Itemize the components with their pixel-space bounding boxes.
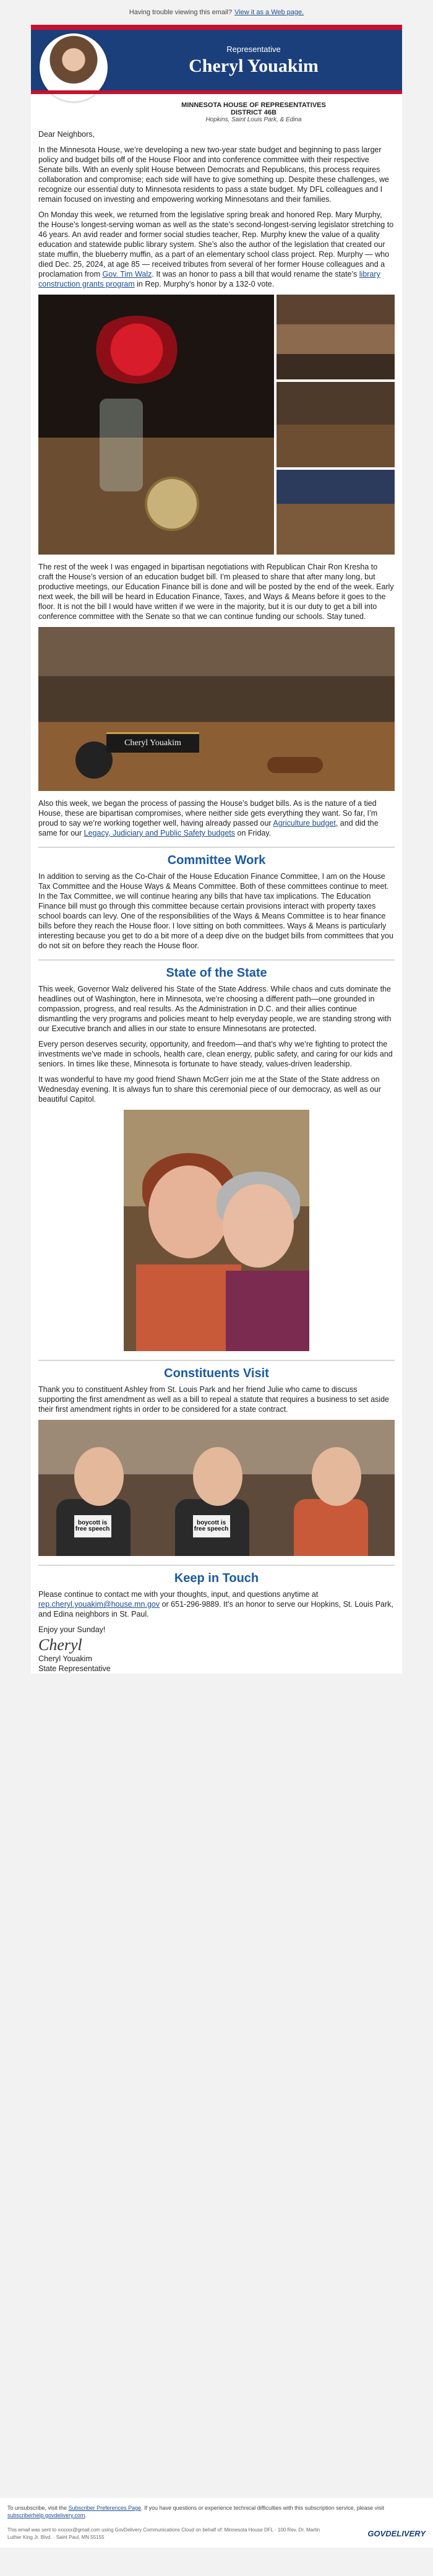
selfie-photo — [124, 1110, 309, 1351]
murphy-text-b: . It was an honor to pass a bill that would rename the state’s — [152, 270, 359, 279]
murphy-text-a: On Monday this week, we returned from the legislative spring break and honored Rep. Mary Murphy, the House’s longest-serving woman as well as the state’s second-longest-serving legislator stretching to 46 years. An avid reader and former social studies teacher, Rep. Murphy knew the value of a quality education and statewide public library system. She’s also the author of the legislation that created our state muffin, the blueberry muffin, as a part of an elementary school class project. Rep. Murphy — who died Dec. 25, 2024, at age 85 — received tributes from several of her former House colleagues and a proclamation from — [38, 210, 394, 279]
banner-title: Cheryl Youakim — [189, 56, 319, 76]
budget-text-b: , and did the same for our — [38, 819, 379, 837]
unsubscribe-text — [7, 2504, 426, 2519]
nameplate: Cheryl Youakim — [106, 732, 199, 753]
budget-paragraph — [38, 798, 395, 838]
web-view-link[interactable]: View it as a Web page. — [234, 9, 304, 16]
footer-bottom — [7, 2526, 426, 2541]
flowers-photo — [38, 295, 274, 555]
greeting: Dear Neighbors, — [38, 130, 95, 139]
intro-paragraph: In the Minnesota House, we’re developing a new two-year state budget and beginning to pass larger policy and budget bills off of the House Floor and into conference committee with their respective Senate bills. With an evenly split House between Democrats and Republicans, this process requires collaboration and compromise; each side will have to give something up. Despite these challenges, we recognize our essential duty to Minnesota residents to pass a state budget. My DFL colleagues and I remain focused on investing and empowering working Minnesotans and their families. — [38, 145, 389, 204]
preheader — [0, 0, 433, 25]
banner-top-stripe — [31, 25, 402, 30]
house-chamber-photo — [277, 470, 395, 555]
closing-line: Enjoy your Sunday! — [38, 1625, 106, 1634]
contact-text-b: or 651-296-9889. It’s an honor to serve our Hopkins, St. Louis Park, and Edina neighbors in St. Paul. — [38, 1600, 393, 1619]
footer-text-a: To unsubscribe, visit the — [7, 2505, 69, 2511]
state-paragraph-1: This week, Governor Walz delivered his State of the State Address. While chaos and cuts dominate the headlines out of Washington, here in Minnesota, we’re choosing a different path—one grounded in compassion, progress, and real results. As the Administration in D.C. and their allies continue dismantling the very programs and policies meant to help everyday people, we are standing strong with our Executive branch and allies in our state to ensure Minnesotans are protected. — [38, 985, 392, 1033]
rep-youakim — [276, 1420, 395, 1556]
subscriber-help-link[interactable]: subscriberhelp.govdelivery.com — [7, 2512, 85, 2518]
email-link[interactable]: rep.cheryl.youakim@house.mn.gov — [38, 1600, 160, 1609]
medallion-shape — [145, 477, 199, 531]
photo-collage — [38, 295, 395, 555]
header-banner — [31, 25, 402, 94]
committee-hearing-photo — [38, 627, 395, 791]
govdelivery-logo[interactable]: GOVDELIVERY — [367, 2529, 426, 2538]
budget-text-a: Also this week, we began the process of passing the House’s budget bills. As is the nature of a tied House, these are bipartisan compromises, where neither side gets everything they want. So far, I’m proud to say we’re working together well, having already passed our — [38, 799, 378, 828]
keep-in-touch-heading: Keep in Touch — [38, 1565, 395, 1583]
district-label: DISTRICT 46B — [231, 109, 277, 116]
rose-shape — [90, 316, 183, 384]
pin-center: boycott is free speech — [193, 1515, 230, 1537]
constituent-julie — [157, 1420, 276, 1556]
constituents-heading: Constituents Visit — [38, 1360, 395, 1378]
email-footer — [0, 2498, 433, 2548]
subscriber-preferences-link[interactable]: Subscriber Preferences Page — [68, 2505, 142, 2511]
contact-paragraph — [38, 1589, 395, 1619]
constituent-ashley — [38, 1420, 157, 1556]
constituents-photo — [38, 1420, 395, 1556]
vase-shape — [100, 399, 143, 491]
person-2-shirt — [226, 1271, 309, 1351]
library-grants-link[interactable]: library construction grants program — [38, 270, 380, 288]
murphy-paragraph — [38, 210, 395, 289]
pin-left: boycott is free speech — [74, 1515, 111, 1537]
gavel-shape — [267, 757, 323, 773]
towns-label: Hopkins, Saint Louis Park, & Edina — [205, 116, 302, 123]
gov-walz-link[interactable]: Gov. Tim Walz — [102, 270, 152, 279]
state-heading: State of the State — [38, 959, 395, 978]
signer-name: Cheryl Youakim — [38, 1654, 92, 1663]
desk-photo — [277, 382, 395, 467]
committee-paragraph: In addition to serving as the Co-Chair of the House Education Finance Committee, I am on the House Tax Committee and the House Ways & Means Committee. Both of these committees continue to meet. In the Tax Committee, we will continue hearing any bills that have tax implications. The Education Finance bill must go through this committee because certain provisions interact with property taxes school boards can levy. One of the responsibilities of the Ways & Means Committee is to hear finance bills before they reach the House floor. I love sitting on both committees. Ways & Means is particularly interesting because you get to do a bit more of a deep dive on the budget bills from committees that you do not sit on before they reach the House floor. — [38, 872, 393, 950]
signer-role: State Representative — [38, 1664, 111, 1673]
murphy-text-c: in Rep. Murphy’s honor by a 132-0 vote. — [134, 280, 275, 288]
newsletter-card — [31, 25, 402, 1674]
hearing-room-photo — [277, 295, 395, 379]
banner-subtitle: Representative — [226, 45, 281, 54]
footer-text-c: . — [85, 2512, 87, 2518]
state-paragraph-2: Every person deserves security, opportunity, and freedom—and that’s why we’re fighting to protect the investments we’ve made in schools, health care, clean energy, public safety, and caring for our kids and seniors. In times like these, Minnesota is fortunate to have steady, values-driven leadership. — [38, 1040, 393, 1068]
contact-text-a: Please continue to contact me with your thoughts, input, and questions anytime at — [38, 1590, 319, 1599]
agriculture-budget-link[interactable]: Agriculture budget — [273, 819, 336, 828]
education-paragraph: The rest of the week I was engaged in bipartisan negotiations with Republican Chair Ron Kresha to craft the House’s version of an education budget bill. I’m pleased to share that after many long, but productive meetings, our Education Finance bill is done and will be posted by the end of the week. Early next week, the bill will be heard in Education Finance, Taxes, and Ways & Means before it goes to the floor. It is not the bill I would have written if we were in the majority, but it is our duty to get a bill into conference committee with the Senate so that we can continue funding our schools. Stay tuned. — [38, 563, 394, 621]
sender-address: This email was sent to xxxxxx@gmail.com using GovDelivery Communications Cloud on behalf of: Minnesota House DFL · 100 Rev. Dr. Martin Luther King Jr. Blvd. · Saint Paul, MN 55155 — [7, 2527, 320, 2540]
newsletter-body — [31, 129, 402, 1674]
legacy-budget-link[interactable]: Legacy, Judiciary and Public Safety budgets — [84, 829, 236, 837]
preheader-text: Having trouble viewing this email? — [129, 9, 233, 16]
office-info — [31, 94, 402, 129]
org-name: MINNESOTA HOUSE OF REPRESENTATIVES — [181, 102, 326, 109]
collage-column — [277, 295, 395, 555]
budget-text-c: on Friday. — [235, 829, 272, 837]
footer-text-b: . If you have questions or experience technical difficulties with this subscription service, please visit — [141, 2505, 385, 2511]
committee-heading: Committee Work — [38, 847, 395, 865]
constituents-paragraph: Thank you to constituent Ashley from St. Louis Park and her friend Julie who came to discuss supporting the first amendment as well as a bill to repeal a statute that requires a business to set aside their first amendment rights in order to be considered for a state contract. — [38, 1385, 389, 1414]
person-2-face — [223, 1184, 294, 1268]
state-paragraph-3: It was wonderful to have my good friend Shawn McGerr join me at the State of the State address on Wednesday evening. It is always fun to share this ceremonial piece of our democracy, as well as our beautiful Capitol. — [38, 1075, 381, 1104]
banner-bottom-stripe — [31, 90, 402, 94]
signature: Cheryl — [38, 1636, 82, 1654]
